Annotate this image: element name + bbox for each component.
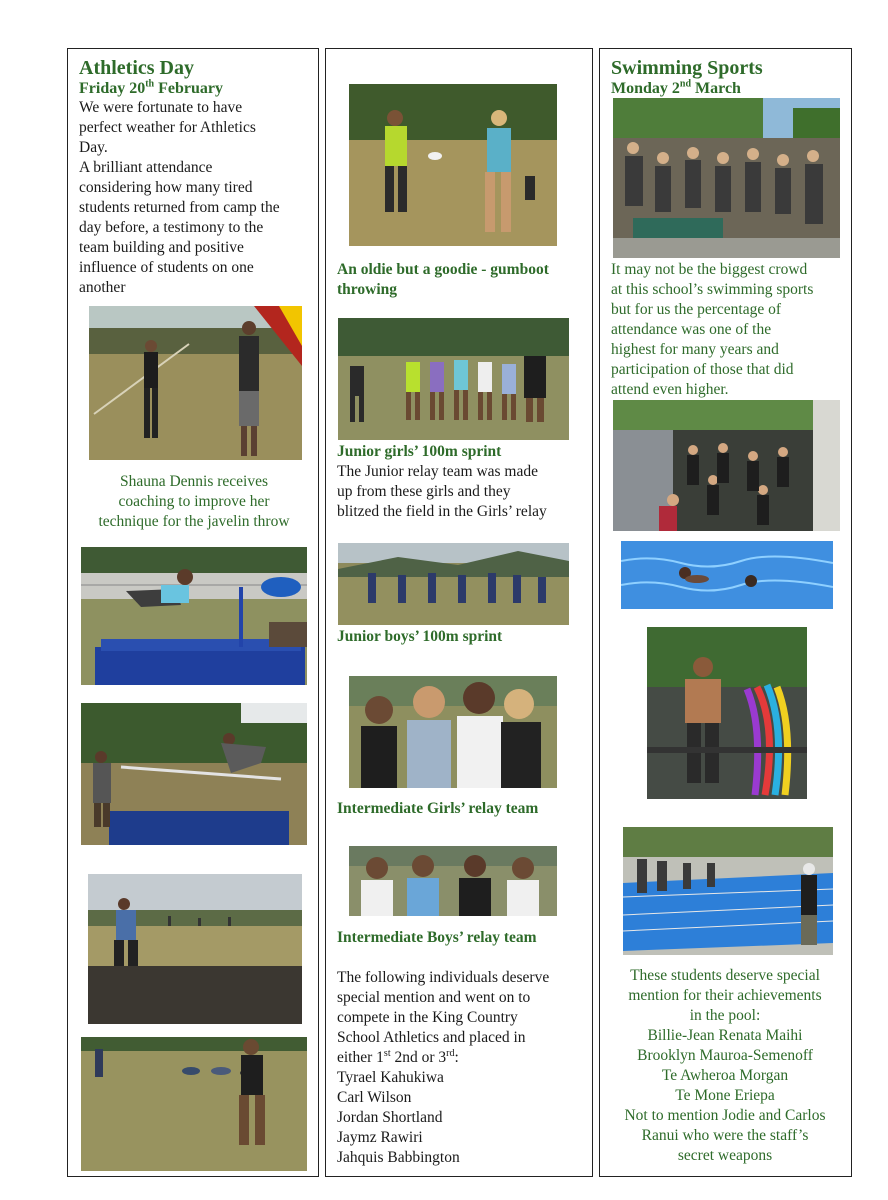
long-jump-photo [88, 874, 302, 1024]
sand-jump-photo [81, 1037, 307, 1171]
athlete-name: Jaymz Rawiri [337, 1129, 423, 1146]
swimmer-name: Billie-Jean Renata Maihi [647, 1027, 803, 1044]
junior-girls-text: The Junior relay team was made up from these girls and they blitzed the field in the Girls’ relay [337, 463, 547, 520]
swimmer-name: Te Mone Eriepa [675, 1087, 775, 1104]
javelin-caption: Shauna Dennis receives coaching to improve her technique for the javelin throw [98, 473, 290, 530]
special-mention-text: The following individuals deserve special mention and went on to compete in the King Country School Athletics and placed in either 1st 2nd or 3rd: Tyrael Kahukiwa Carl Wilson Jordan Shortland Jaymz Rawiri Jahquis Babbington [337, 969, 550, 1166]
athletics-intro: We were fortunate to have perfect weather for Athletics Day. A brilliant attendance considering how many tired students returned from camp the day before, a testimony to the team building and positive influence of students on one another [79, 99, 280, 296]
intermediate-girls-caption: Intermediate Girls’ relay team [337, 800, 539, 817]
high-jump-photo-2 [81, 703, 307, 845]
athlete-name: Jordan Shortland [337, 1109, 443, 1126]
placing-line: either 1st 2nd or 3rd: [337, 1047, 459, 1066]
athlete-name: Carl Wilson [337, 1089, 412, 1106]
swimming-date: Monday 2nd March [611, 78, 741, 97]
swimmer-name: Te Awheroa Morgan [661, 1067, 789, 1084]
junior-girls-photo [338, 318, 569, 440]
junior-girls-caption: Junior girls’ 100m sprint [337, 443, 502, 460]
gumboot-caption: An oldie but a goodie - gumboot throwing [337, 261, 549, 298]
athlete-name: Jahquis Babbington [337, 1149, 460, 1166]
intermediate-boys-photo [349, 846, 557, 916]
athletics-date: Friday 20th February [79, 78, 223, 97]
swimmer-name: Brooklyn Mauroa-Semenoff [637, 1047, 813, 1064]
junior-boys-caption: Junior boys’ 100m sprint [337, 628, 503, 645]
swimming-intro: It may not be the biggest crowd at this school’s swimming sports but for us the percentage of attendance was one of the highest for many years and participation of those that did attend even higher. [611, 261, 814, 398]
swimming-stand-photo [613, 400, 840, 531]
swimming-title: Swimming Sports [611, 57, 763, 79]
high-jump-photo-1 [81, 547, 307, 685]
intermediate-girls-photo [349, 676, 557, 788]
intermediate-boys-caption: Intermediate Boys’ relay team [337, 929, 537, 946]
athlete-name: Tyrael Kahukiwa [337, 1069, 444, 1086]
gumboot-photo [349, 84, 557, 246]
junior-boys-photo [338, 543, 569, 625]
swimming-closing: These students deserve special mention for their achievements in the pool: Billie-Jean Renata Maihi Brooklyn Mauroa-Semenoff Te Awheroa Morgan Te Mone Eriepa Not to mention Jodie and Carlos Ranui who were the staff’s secret weapons [605, 966, 845, 1166]
athletics-title: Athletics Day [79, 57, 194, 79]
javelin-photo [89, 306, 302, 460]
swimming-crowd-photo [613, 98, 840, 258]
pool-noodles-photo [647, 627, 807, 799]
pool-swimmers-photo [621, 541, 833, 609]
pool-wide-photo [623, 827, 833, 955]
